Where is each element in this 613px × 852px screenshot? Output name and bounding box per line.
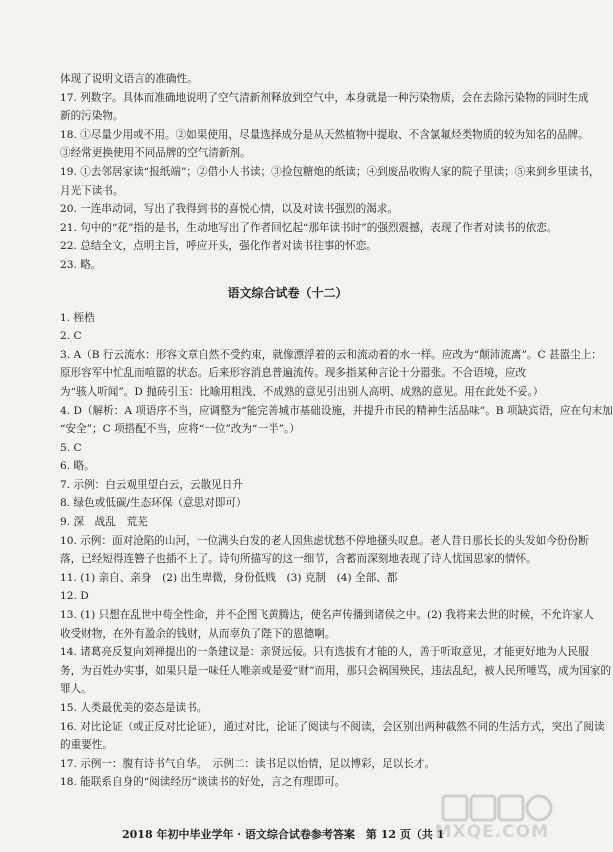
answer-line: 10. 示例：面对沧陷的山河，一位满头白发的老人因焦虑忧愁不停地搔头叹息。老人昔日那长长的头发如今份份断 xyxy=(60,534,589,547)
answer-line: 3. A（B 行云流水：形容文章自然不受约束，就像漂浮着的云和流动着的水一样。应改为“颠沛流离”。C 甚嚣尘上： xyxy=(60,348,602,361)
watermark-text: MXQE.COM xyxy=(434,822,549,842)
answer-line: 6. 略。 xyxy=(60,460,95,473)
answer-line: 18. 能联系自身的“阅读经历”谈读书的好处，言之有理即可。 xyxy=(60,776,346,789)
answer-line: 12. D xyxy=(60,590,89,603)
answer-line: 2. C xyxy=(60,330,82,343)
answer-line: 22. 总结全文，点明主旨，呼应开头，强化作者对读书往事的怀恋。 xyxy=(60,240,377,253)
answer-line: 23. 略。 xyxy=(60,258,102,271)
answer-line: 17. 列数字。具体而准确地说明了空气清新剂释放到空气中，本身就是一种污染物质，会在去除污染物的同时生成 xyxy=(60,91,589,104)
answer-content xyxy=(60,70,613,792)
answer-line: 7. 示例：白云观里望白云，云散见日升 xyxy=(60,478,243,491)
answer-line: 的重要性。 xyxy=(60,739,113,752)
answer-line: 新的污染物。 xyxy=(60,110,124,123)
answer-line: 13. (1) 只想在乱世中苟全性命，并不企图飞黄腾达，使名声传播到诸侯之中。(2) 我将来去世的时候，不允许家人 xyxy=(60,609,594,622)
answer-line: 落，已经短得连簪子也插不上了。诗句所描写的这一细节，含蓄而深刻地表现了诗人忧国思家的情怀。 xyxy=(60,553,537,566)
answer-line: 8. 绿色或低碳/生态环保（意思对即可） xyxy=(60,497,247,510)
answer-line: 16. 对比论证（或正反对比论证），通过对比，论证了阅读与不阅读，会区别出两种截然不同的生活方式，突出了阅读 xyxy=(60,720,605,733)
answer-line: 罪人。 xyxy=(60,683,92,696)
answer-line: 15. 人类最优美的姿态是读书。 xyxy=(60,702,208,714)
answer-line: 19. ①去邻居家读“报纸端”；②借小人书读；③捡包糖炮的纸读；④到废品收购人家的院子里读；⑤来到乡里读书， xyxy=(60,165,600,178)
answer-line: 为“骇人听闻”。D 抛砖引玉：比喻用粗浅、不成熟的意见引出别人高明、成熟的意见。用在此处不妥。） xyxy=(60,385,544,398)
answer-line: 4. D（解析：A 项语序不当，应调整为“能完善城市基础设施，并提升市民的精神生活品味”。B 项缺宾语，应在句末加 xyxy=(60,404,613,417)
answer-line: 月光下读书。 xyxy=(60,184,124,197)
answer-line: 20. 一连串动词，写出了我得到书的喜悦心情，以及对读书强烈的渴求。 xyxy=(60,203,399,216)
previous-test-answers xyxy=(60,70,600,275)
watermark-logo xyxy=(434,792,557,848)
answer-line: 14. 诸葛亮反复向刘禅提出的一条建议是：亲贤远佞。只有选拔有才能的人，善于听取意见，才能更好地为人民服 xyxy=(60,646,589,659)
answer-line: 21. 句中的“花”指的是书，生动地写出了作者回忆起“那年读书时”的强烈震撼，表现了作者对读书的依恋。 xyxy=(60,221,558,234)
answer-line: 11. (1) 亲自、亲身 (2) 出生卑微，身份低贱 (3) 克制 (4) 全部、都 xyxy=(60,571,398,584)
answer-line: “安全”；C 项搭配不当，应将“一位”改为“一半”。） xyxy=(60,423,300,436)
answer-line: 收受财物，在外有盈余的钱财，从而辜负了陛下的恩德啊。 xyxy=(60,627,336,640)
answer-line: 1. 桎梏 xyxy=(60,311,95,324)
answer-line: 体现了说明文语言的准确性。 xyxy=(60,73,198,85)
section-title: 语文综合试卷（十二） xyxy=(227,285,348,300)
answer-line: 务，为百姓办实事，如果只是一味任人唯亲或是爱“财”而用，那只会祸国殃民，违法乱纪，被人民所唾骂，成为国家的 xyxy=(60,664,612,677)
answer-line: 17. 示例一：腹有诗书气自华。 示例二：读书足以怡情，足以博彩，足以长才。 xyxy=(60,757,436,770)
answer-line: 原形容军中忙乱而喧嚣的状态。后来形容消息普遍流传。现多指某种言论十分嚣张。不合语境，应改 xyxy=(60,367,527,380)
answer-line: 18. ①尽量少用或不用。②如果使用，尽量选择成分是从天然植物中提取、不含氯氟烃类物质的较为知名的品牌。 xyxy=(60,128,589,141)
answer-line: ③经常更换使用不同品牌的空气清新剂。 xyxy=(60,147,251,160)
test-twelve-answers xyxy=(60,309,613,792)
answer-line: 9. 深 战乱 荒芜 xyxy=(60,516,148,529)
answer-line: 5. C xyxy=(60,441,82,454)
page-footer: 2018 年初中毕业学年 · 语文综合试卷参考答案 第 12 页（共 1 xyxy=(122,828,445,841)
